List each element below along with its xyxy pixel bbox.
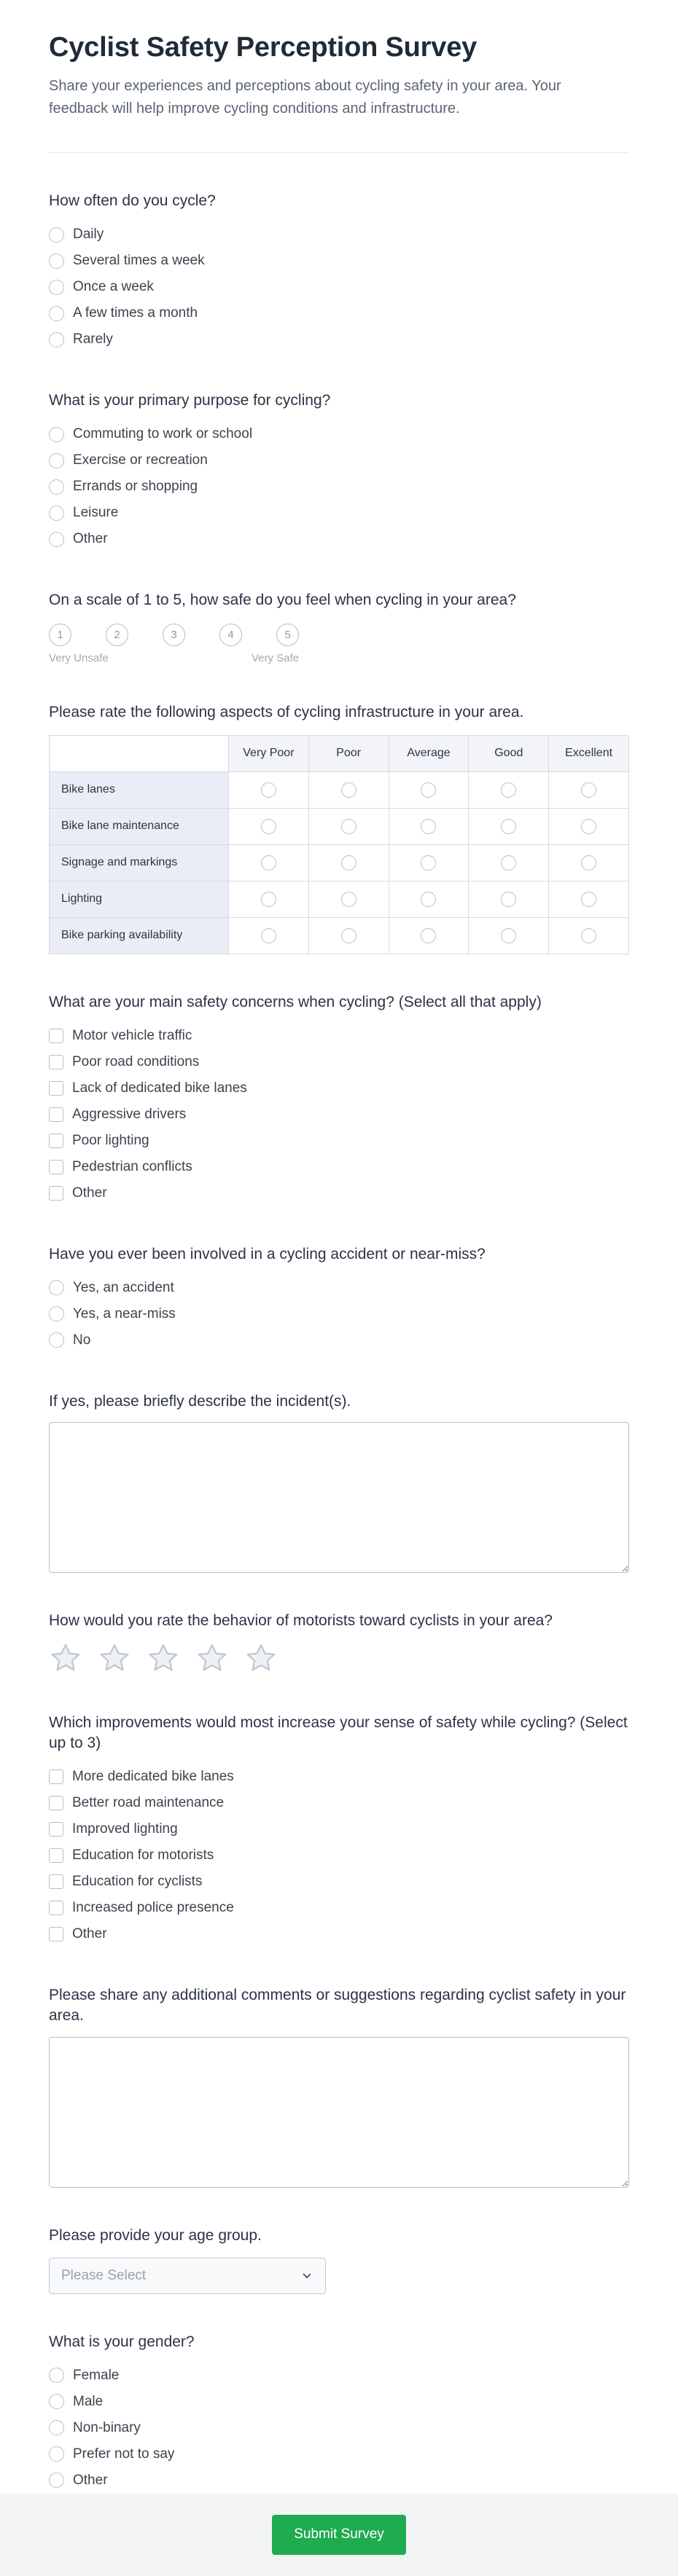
matrix-cell[interactable] (389, 809, 469, 845)
question-age-group (49, 2226, 629, 2294)
radio-button-icon[interactable] (341, 782, 356, 798)
scale-max-label: Very Safe (251, 652, 299, 665)
radio-option[interactable] (49, 2363, 629, 2389)
radio-option-label: Several times a week (73, 253, 205, 269)
question-label: What is your primary purpose for cycling? (49, 392, 331, 409)
radio-option-label: Other (73, 2472, 108, 2488)
question-safety-scale (49, 590, 629, 664)
radio-option[interactable] (49, 300, 629, 326)
radio-option-label: Female (73, 2367, 120, 2383)
checkbox-icon[interactable] (49, 1081, 63, 1096)
radio-button-icon[interactable] (49, 453, 64, 468)
checkbox-option-label: Improved lighting (72, 1821, 178, 1837)
checkbox-option[interactable] (49, 1895, 629, 1921)
radio-option[interactable] (49, 2467, 629, 2494)
radio-button-icon[interactable] (49, 506, 64, 521)
radio-button-icon[interactable] (261, 892, 276, 907)
checkbox-group (49, 1764, 629, 1947)
radio-button-icon[interactable] (421, 892, 436, 907)
radio-option[interactable] (49, 248, 629, 274)
matrix-row-label: Signage and markings (50, 845, 229, 881)
form-header (0, 0, 678, 153)
checkbox-option[interactable] (49, 1842, 629, 1869)
radio-button-icon[interactable] (581, 782, 596, 798)
additional-comments-input[interactable] (49, 2037, 629, 2188)
radio-option-label: Leisure (73, 505, 119, 521)
radio-option-label: Yes, an accident (73, 1279, 174, 1295)
form-subtitle: Share your experiences and perceptions about cycling safety in your area. Your feedback will help improve cycling conditions and infrastructure. (49, 78, 561, 117)
scale-option[interactable]: 4 (219, 624, 242, 646)
checkbox-icon[interactable] (49, 1901, 63, 1915)
checkbox-option[interactable] (49, 1180, 629, 1206)
checkbox-option-label: Motor vehicle traffic (72, 1027, 192, 1043)
checkbox-option-label: Poor road conditions (72, 1053, 200, 1069)
radio-button-icon[interactable] (49, 479, 64, 495)
radio-option[interactable] (49, 1275, 629, 1301)
radio-button-icon[interactable] (421, 782, 436, 798)
checkbox-icon[interactable] (49, 1186, 63, 1201)
radio-option-label: Commuting to work or school (73, 426, 253, 442)
checkbox-option[interactable] (49, 1869, 629, 1895)
age-group-select[interactable] (49, 2258, 326, 2294)
matrix-cell[interactable] (389, 772, 469, 809)
radio-button-icon[interactable] (49, 227, 64, 243)
checkbox-icon[interactable] (49, 1160, 63, 1174)
checkbox-option[interactable] (49, 1921, 629, 1947)
question-safety-concerns (49, 992, 629, 1206)
matrix-cell[interactable] (309, 881, 389, 918)
radio-button-icon[interactable] (501, 892, 516, 907)
radio-button-icon[interactable] (581, 928, 596, 943)
star-rating (49, 1641, 629, 1675)
star-icon[interactable] (244, 1641, 278, 1675)
form-body (0, 153, 678, 2494)
matrix-cell[interactable] (229, 772, 309, 809)
matrix-cell[interactable] (229, 809, 309, 845)
checkbox-option-label: Pedestrian conflicts (72, 1158, 192, 1174)
scale-group (49, 624, 629, 646)
checkbox-option[interactable] (49, 1128, 629, 1154)
question-label: What is your gender? (49, 2333, 195, 2350)
matrix-table (49, 735, 629, 954)
matrix-cell[interactable] (229, 881, 309, 918)
matrix-cell[interactable] (309, 845, 389, 881)
radio-button-icon[interactable] (581, 892, 596, 907)
matrix-cell[interactable] (469, 772, 549, 809)
question-label: How often do you cycle? (49, 192, 216, 209)
matrix-cell[interactable] (549, 918, 629, 954)
matrix-row (50, 918, 629, 954)
checkbox-option[interactable] (49, 1790, 629, 1816)
radio-option-label: Prefer not to say (73, 2446, 175, 2462)
matrix-cell[interactable] (469, 918, 549, 954)
radio-option-label: Once a week (73, 279, 154, 295)
radio-option-label: Daily (73, 227, 104, 243)
matrix-column-header: Good (469, 736, 549, 772)
checkbox-option[interactable] (49, 1764, 629, 1790)
matrix-column-header: Average (389, 736, 469, 772)
radio-button-icon[interactable] (341, 819, 356, 834)
radio-button-icon[interactable] (501, 819, 516, 834)
radio-button-icon[interactable] (49, 306, 64, 321)
checkbox-option[interactable] (49, 1075, 629, 1102)
radio-button-icon[interactable] (421, 928, 436, 943)
matrix-cell[interactable] (469, 881, 549, 918)
radio-option[interactable] (49, 221, 629, 248)
matrix-row-label: Bike parking availability (50, 918, 229, 954)
radio-button-icon[interactable] (49, 1306, 64, 1322)
matrix-cell[interactable] (389, 845, 469, 881)
radio-button-icon[interactable] (421, 855, 436, 871)
checkbox-option-label: Aggressive drivers (72, 1106, 187, 1122)
scale-option[interactable]: 3 (163, 624, 185, 646)
star-icon[interactable] (147, 1641, 180, 1675)
scale-option[interactable]: 1 (49, 624, 71, 646)
matrix-row (50, 772, 629, 809)
radio-button-icon[interactable] (49, 427, 64, 442)
radio-button-icon[interactable] (581, 855, 596, 871)
radio-option[interactable] (49, 526, 629, 552)
radio-group (49, 2363, 629, 2494)
question-motorist-behavior-rating (49, 1611, 629, 1675)
matrix-corner-cell (50, 736, 229, 772)
checkbox-option[interactable] (49, 1023, 629, 1049)
matrix-row (50, 809, 629, 845)
radio-button-icon[interactable] (501, 855, 516, 871)
matrix-cell[interactable] (309, 809, 389, 845)
checkbox-option[interactable] (49, 1102, 629, 1128)
scale-option[interactable]: 2 (106, 624, 128, 646)
checkbox-icon[interactable] (49, 1796, 63, 1810)
radio-option[interactable] (49, 421, 629, 447)
radio-button-icon[interactable] (49, 2394, 64, 2409)
checkbox-icon[interactable] (49, 1822, 63, 1837)
radio-option-label: Other (73, 531, 108, 547)
checkbox-icon[interactable] (49, 1134, 63, 1148)
question-label: Have you ever been involved in a cycling accident or near-miss? (49, 1245, 486, 1263)
matrix-cell[interactable] (389, 881, 469, 918)
matrix-cell[interactable] (309, 772, 389, 809)
scale-labels (49, 652, 299, 664)
radio-button-icon[interactable] (261, 855, 276, 871)
radio-button-icon[interactable] (49, 2368, 64, 2383)
scale-min-label: Very Unsafe (49, 652, 109, 665)
matrix-row (50, 881, 629, 918)
radio-option-label: A few times a month (73, 305, 198, 321)
radio-group (49, 1275, 629, 1354)
question-accident-history (49, 1244, 629, 1354)
radio-button-icon[interactable] (49, 2420, 64, 2435)
question-label: How would you rate the behavior of motorists toward cyclists in your area? (49, 1611, 553, 1629)
matrix-row-label: Lighting (50, 881, 229, 918)
radio-button-icon[interactable] (261, 928, 276, 943)
checkbox-option-label: More dedicated bike lanes (72, 1769, 234, 1785)
select-placeholder: Please Select (61, 2267, 147, 2283)
matrix-body (50, 772, 629, 954)
radio-button-icon[interactable] (501, 782, 516, 798)
matrix-row-label: Bike lane maintenance (50, 809, 229, 845)
question-gender (49, 2332, 629, 2494)
question-cycling-purpose (49, 390, 629, 552)
checkbox-option-label: Increased police presence (72, 1900, 234, 1916)
checkbox-icon[interactable] (49, 1029, 63, 1043)
checkbox-option[interactable] (49, 1049, 629, 1075)
checkbox-option-label: Education for cyclists (72, 1874, 203, 1890)
checkbox-option-label: Other (72, 1185, 107, 1201)
matrix-column-header: Poor (309, 736, 389, 772)
radio-option-label: Non-binary (73, 2419, 141, 2435)
checkbox-option-label: Other (72, 1926, 107, 1942)
question-label: Please provide your age group. (49, 2226, 262, 2244)
radio-option-label: No (73, 1332, 91, 1348)
radio-button-icon[interactable] (261, 782, 276, 798)
radio-option[interactable] (49, 447, 629, 474)
matrix-cell[interactable] (309, 918, 389, 954)
radio-group (49, 421, 629, 552)
incident-description-input[interactable] (49, 1422, 629, 1573)
submit-button[interactable]: Submit Survey (272, 2515, 406, 2555)
radio-button-icon[interactable] (341, 892, 356, 907)
matrix-header-row (50, 736, 629, 772)
radio-option-label: Yes, a near-miss (73, 1305, 176, 1322)
form-title: Cyclist Safety Perception Survey (49, 32, 478, 63)
question-incident-description (49, 1391, 629, 1573)
radio-button-icon[interactable] (49, 332, 64, 347)
radio-button-icon[interactable] (501, 928, 516, 943)
radio-button-icon[interactable] (261, 819, 276, 834)
question-additional-comments (49, 1985, 629, 2187)
matrix-cell[interactable] (229, 845, 309, 881)
star-icon[interactable] (98, 1641, 131, 1675)
matrix-cell[interactable] (549, 809, 629, 845)
question-label: What are your main safety concerns when cycling? (Select all that apply) (49, 993, 542, 1010)
form-footer (0, 2494, 678, 2576)
radio-option[interactable] (49, 326, 629, 353)
question-safety-improvements (49, 1713, 629, 1947)
radio-option[interactable] (49, 1327, 629, 1354)
question-label: If yes, please briefly describe the incident(s). (49, 1392, 351, 1410)
radio-group (49, 221, 629, 353)
checkbox-option[interactable] (49, 1816, 629, 1842)
checkbox-option[interactable] (49, 1154, 629, 1180)
radio-button-icon[interactable] (49, 1280, 64, 1295)
checkbox-icon[interactable] (49, 1927, 63, 1941)
question-cycling-frequency (49, 191, 629, 353)
radio-button-icon[interactable] (49, 2446, 64, 2462)
radio-option-label: Errands or shopping (73, 479, 198, 495)
checkbox-icon[interactable] (49, 1770, 63, 1784)
matrix-row-label: Bike lanes (50, 772, 229, 809)
question-infrastructure-rating (49, 702, 629, 954)
question-label: Please rate the following aspects of cycling infrastructure in your area. (49, 704, 524, 721)
question-label: Which improvements would most increase your sense of safety while cycling? (Select up to 3) (49, 1714, 628, 1752)
radio-option[interactable] (49, 274, 629, 300)
radio-button-icon[interactable] (49, 532, 64, 547)
matrix-cell[interactable] (229, 918, 309, 954)
checkbox-option-label: Lack of dedicated bike lanes (72, 1080, 247, 1096)
radio-option-label: Exercise or recreation (73, 452, 208, 468)
radio-option[interactable] (49, 474, 629, 500)
radio-option-label: Male (73, 2393, 104, 2409)
radio-button-icon[interactable] (49, 1332, 64, 1348)
radio-option[interactable] (49, 2441, 629, 2467)
radio-button-icon[interactable] (421, 819, 436, 834)
radio-button-icon[interactable] (341, 928, 356, 943)
checkbox-group (49, 1023, 629, 1206)
radio-option[interactable] (49, 2389, 629, 2415)
radio-option[interactable] (49, 500, 629, 526)
star-icon[interactable] (195, 1641, 229, 1675)
radio-button-icon[interactable] (49, 2473, 64, 2488)
matrix-cell[interactable] (469, 809, 549, 845)
checkbox-option-label: Poor lighting (72, 1132, 149, 1148)
matrix-cell[interactable] (549, 845, 629, 881)
radio-option[interactable] (49, 1301, 629, 1327)
matrix-column-header: Very Poor (229, 736, 309, 772)
scale-option[interactable]: 5 (276, 624, 299, 646)
question-label: On a scale of 1 to 5, how safe do you feel when cycling in your area? (49, 592, 516, 609)
matrix-cell[interactable] (549, 881, 629, 918)
matrix-row (50, 845, 629, 881)
radio-option-label: Rarely (73, 331, 113, 347)
matrix-column-header: Excellent (549, 736, 629, 772)
checkbox-icon[interactable] (49, 1874, 63, 1889)
matrix-cell[interactable] (469, 845, 549, 881)
radio-button-icon[interactable] (49, 280, 64, 295)
checkbox-icon[interactable] (49, 1107, 63, 1122)
radio-option[interactable] (49, 2415, 629, 2441)
question-label: Please share any additional comments or suggestions regarding cyclist safety in your area. (49, 1987, 626, 2025)
checkbox-option-label: Better road maintenance (72, 1795, 225, 1811)
matrix-cell[interactable] (389, 918, 469, 954)
star-icon[interactable] (49, 1641, 82, 1675)
radio-button-icon[interactable] (341, 855, 356, 871)
radio-button-icon[interactable] (49, 254, 64, 269)
radio-button-icon[interactable] (581, 819, 596, 834)
checkbox-option-label: Education for motorists (72, 1847, 214, 1864)
checkbox-icon[interactable] (49, 1848, 63, 1863)
matrix-cell[interactable] (549, 772, 629, 809)
checkbox-icon[interactable] (49, 1055, 63, 1069)
chevron-down-icon (300, 2269, 313, 2282)
